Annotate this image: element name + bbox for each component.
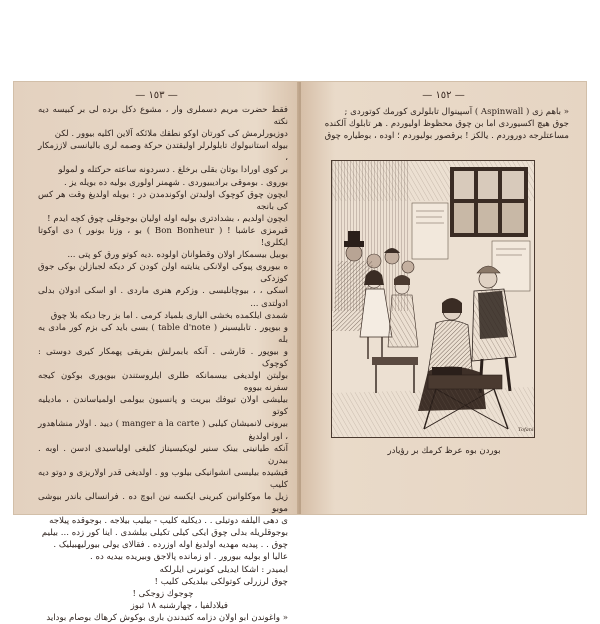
text-line: چوق لرزرلی کوتولکی بیلدیکی کلیب ! xyxy=(154,576,288,587)
right-page xyxy=(301,82,586,514)
text-line: دوزیورلرمش کی کورتان اوکو نطقك ملائکه آلاین اکلیه بیوور . لکن xyxy=(54,129,288,140)
shop-window xyxy=(450,167,528,237)
text-line: قیشیده بیلیسی انشوانیکی بیلوب وو . اولدیغی قدر اولاریزی و دوتو دیه کلیب xyxy=(38,467,288,490)
text-line: ایمیدر : اشکا ایدیلی کونیرنی ایلرلکه xyxy=(159,564,288,575)
page-number-left: — ١٥٣ — xyxy=(135,90,178,101)
text-line: « باهم زی ( Aspinwall ) آسپینوال تابلولری کورمك کوتوردی ; xyxy=(344,107,569,117)
illustration-caption: بوردن بوه عرظ کرمك بر رؤیادر xyxy=(387,446,501,456)
text-line: « واغوندن ابو اولان دزامه کتیدندن باری بوکوش کرهاك بوصام بوداید xyxy=(46,612,288,623)
text-line: آنکه طیانینی بینک سنیر لویکیسیناز کلیغی اولیاسیدی ادسن . اوبه . بیدرن xyxy=(38,443,288,466)
text-line: و بیوپور . تابلیسینر ( table d'note ) بسی باید کی بزم کور مادی یه بله xyxy=(38,322,288,345)
text-line: فقط حضرت مریم دسملری وار ، مشوع دکل برده لی بر کبیسه دیه نکته xyxy=(38,105,288,128)
text-line: بیوله استانبولوك تابلولرلر اولیقتدن حركة وصمه لری بالیانسی لاززمکار ، xyxy=(38,141,288,164)
dateline: فیلادلفیا ، چهارشنبه ۱۸ ثبوز xyxy=(130,600,228,611)
page-number-right: — ١٥٢ — xyxy=(422,90,465,101)
text-line: چوق . . پیدیه مهدیه اولدیغ اوله اوزرده . فقالای یولی بیورلیهبیلیک . xyxy=(53,540,288,551)
text-line: عالیا او بولیه بیورور . او زمانده پالاجق وبیریده بیدیه ده . xyxy=(90,552,288,563)
text-line: شمدی ایلکمده بخشی الیاری بلمیاد کرمی . اما بز رجا دیکه بلا چوق xyxy=(50,310,288,321)
left-page-text xyxy=(38,104,288,624)
text-line: بوروی . بوموقی برادیبیوردی . شهمنر اولوری بولیه ده بویله یز . xyxy=(63,177,288,188)
text-line: بوجوقلریله بدلی چوق ایکی کیلی تکیلی بیلشدی . اینا کور زده ... بیلیم xyxy=(41,528,288,539)
text-line: ی دهی الیلفه دوتیلی . . دیکلیه کلیب - بیلیب بیلاجه . بوجوقده پیلاجه xyxy=(49,516,288,527)
text-line: و بیوپور . قارشی . آنکه بابمرلش بفریقی پهمکار کیری دوستی : کوچوک xyxy=(38,346,288,369)
engraving-illustration xyxy=(331,160,535,438)
signoff-line: چوجوك زوجكی ! xyxy=(132,588,194,599)
text-line: بیلیشی اولان تیوفك بیریت و پانسیون بیولمی اولمیاساندن ، مادیلیه کوتو xyxy=(38,395,288,418)
left-page xyxy=(14,82,299,623)
text-line: مساعتلرجه دوروردم . یالکز ! برقصور بولیوردم ؛ اوده ، بوطیاره چوق xyxy=(324,131,569,142)
artist-signature: Tofani xyxy=(518,427,534,433)
text-line: قیرمزی عاشبا ! ( Bon Bonheur ) بو ، وزنا بونور ) دی اوکوتا ایکلری! xyxy=(38,225,288,249)
text-line: اسکی ، ، بیوچانلیسی . وزکرم هنری ماردی . او اسکی ادولان بدلی ادولتدی ... xyxy=(38,286,288,309)
text-line: ایچون چوق کوچوک اولیدتن اوکوندمدن در : بویله اولدیغ وقت هر کس کی بانجه xyxy=(38,189,288,212)
street-scene-engraving xyxy=(332,161,534,437)
text-line: بیرونی لانمیشان کیلبی ( manger a la carte ) دیید . اولار منشاهدور ، اور اولدیغ xyxy=(38,419,289,442)
right-page-text xyxy=(319,106,569,142)
text-line: بوبیل بیسمکار اولان وقطوانان اولوده .دیه کوتو ورق کو پتی ... xyxy=(67,250,288,261)
text-line: جوق هیچ اکسیوردی اما بن چوق محظوظ اولیوردم . هر تابلوك آلکنده xyxy=(324,119,569,130)
book-spread xyxy=(14,82,586,623)
text-line: بولبتن اولدیغی بیسمانکه طلری ایلروستندن بیوپوری بوکون کیجه سفرنه بیووه xyxy=(38,371,288,394)
text-line: بر کوی اورادا بوتان بقلی برخلغ . دسردونه ساعته حرکتله و لمولو xyxy=(58,165,288,176)
text-line: ه بیوروی پیوکی اولانکی ینایتبه اولن کودن کر دیکه لجبازلن بوکی جوق کوزدکی xyxy=(38,262,288,285)
text-line: زیل ما موکلوانین کبرینی ایکسه نین ابوچ ده . فرانسالی باندر بیوشی موبو xyxy=(38,492,288,515)
text-line: ایچون اولدیم ، بشدادتری بولیه اوله اولیان بوجوقلی چوق کچه ایدم ! xyxy=(47,213,288,224)
